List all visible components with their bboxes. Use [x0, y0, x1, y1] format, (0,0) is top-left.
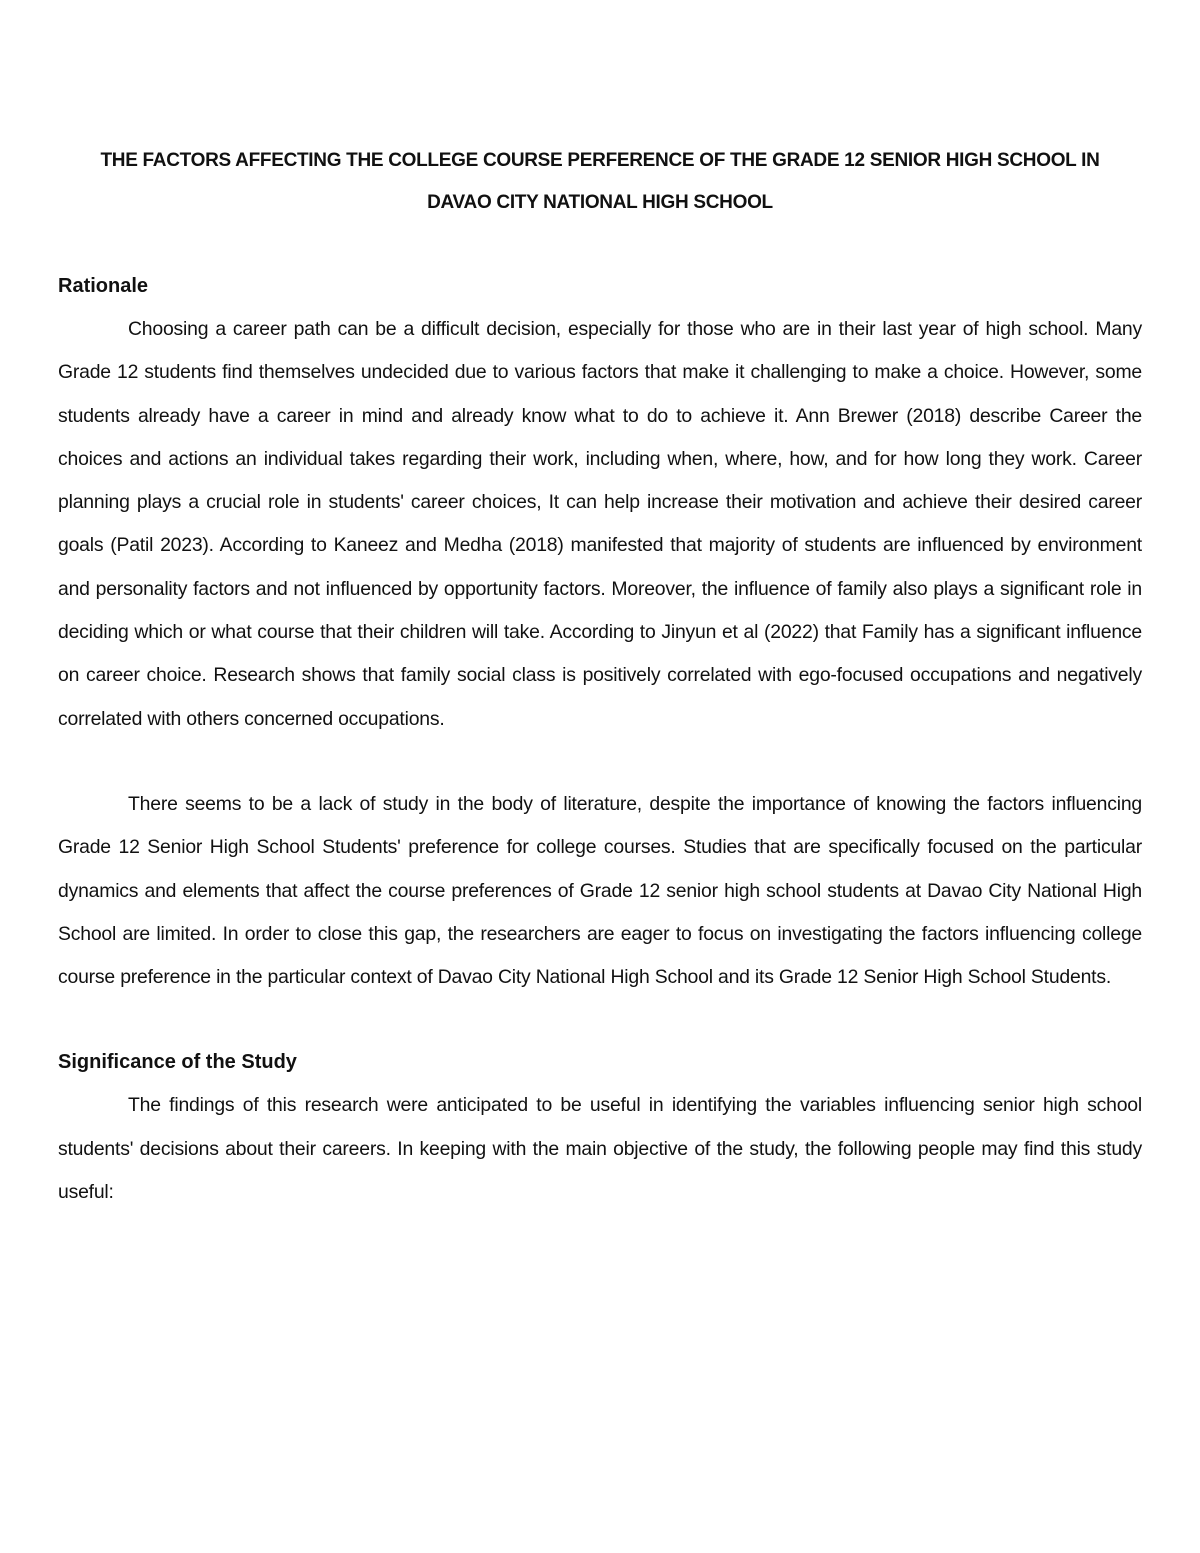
rationale-paragraph-1: Choosing a career path can be a difficult decision, especially for those who are in their last year of high school. Many Grade 12 students find themselves undecided due to various factors that make it challenging to make a choice. However, some students already have a career in mind and already know what to do to achieve it. Ann Brewer (2018) describe Career the choices and actions an individual takes regarding their work, including when, where, how, and for how long they work. Career planning plays a crucial role in students' career choices, It can help increase their motivation and achieve their desired career goals (Patil 2023). According to Kaneez and Medha (2018) manifested that majority of students are influenced by environment and personality factors and not influenced by opportunity factors. Moreover, the influence of family also plays a significant role in deciding which or what course that their children will take. According to Jinyun et al (2022) that Family has a significant influence on career choice. Research shows that family social class is positively correlated with ego-focused occupations and negatively correlated with others concerned occupations.: [58, 318, 1142, 730]
title-line-1: THE FACTORS AFFECTING THE COLLEGE COURSE PERFERENCE OF THE GRADE 12 SENIOR HIGH SCHOOL IN: [100, 150, 1100, 171]
document-page: [58, 140, 1142, 1214]
rationale-paragraph-2: There seems to be a lack of study in the body of literature, despite the importance of knowing the factors influencing Grade 12 Senior High School Students' preference for college courses. Studies that are specifically focused on the particular dynamics and elements that affect the course preferences of Grade 12 senior high school students at Davao City National High School are limited. In order to close this gap, the researchers are eager to focus on investigating the factors influencing college course preference in the particular context of Davao City National High School and its Grade 12 Senior High School Students.: [58, 792, 1142, 989]
significance-paragraph-1: The findings of this research were anticipated to be useful in identifying the variables influencing senior high school students' decisions about their careers. In keeping with the main objective of the study, the following people may find this study useful:: [58, 1094, 1142, 1204]
document-title: [58, 140, 1142, 224]
rationale-heading: Rationale: [58, 275, 149, 297]
significance-heading: Significance of the Study: [58, 1051, 297, 1074]
title-line-2: DAVAO CITY NATIONAL HIGH SCHOOL: [427, 192, 773, 213]
